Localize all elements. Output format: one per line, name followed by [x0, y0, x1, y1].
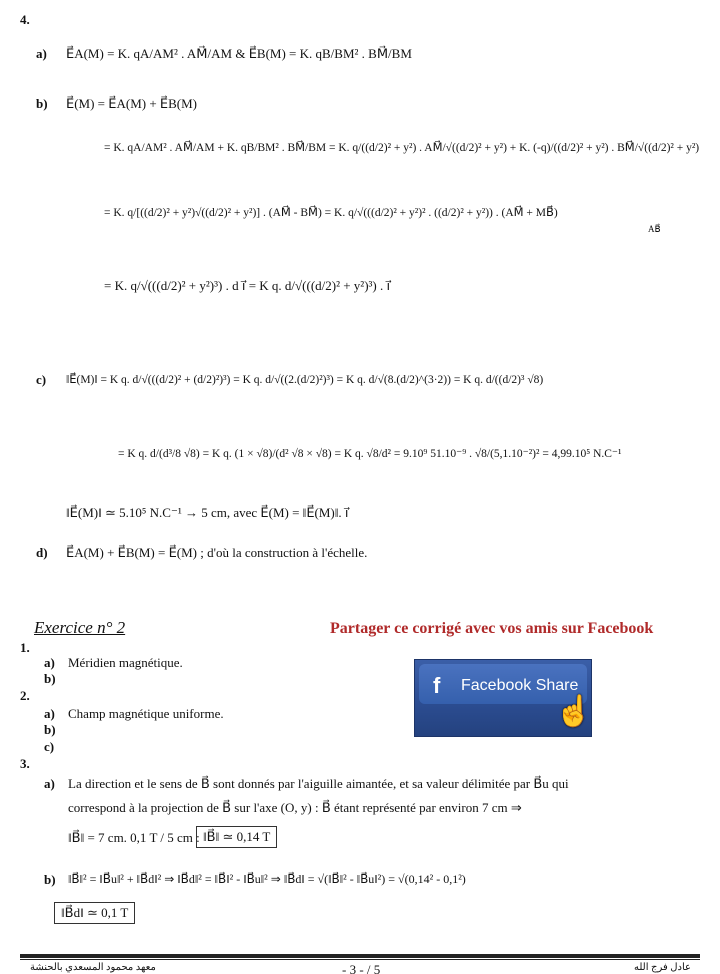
item-label: d) — [36, 545, 48, 560]
formula-b2: = K. qA/AM² . AM⃗/AM + K. qB/BM² . BM⃗/BM = K. q/((d/2)² + y²) . AM⃗/√((d/2)² + y²) + K. (-q)/((d/2)² + y²) . BM⃗/√((d/2)² + y²) — [104, 142, 700, 154]
footer-rule — [20, 954, 700, 958]
item-label: b) — [44, 722, 56, 737]
item-label: b) — [44, 671, 56, 686]
exercise-title: Exercice n° 2 — [34, 618, 126, 637]
answer-text: Champ magnétique uniforme. — [68, 706, 224, 721]
item-label: a) — [44, 655, 55, 670]
formula: ‖B⃗‖² = ‖B⃗u‖² + ‖B⃗d‖² ⇒ ‖B⃗d‖² = ‖B⃗‖² - ‖B⃗u‖² ⇒ ‖B⃗d‖ = √(‖B⃗‖² - ‖B⃗u‖²) = √(0,14² - 0,1²) — [68, 872, 466, 886]
item-label: a) — [36, 46, 47, 61]
item-label: a) — [44, 776, 55, 791]
hand-cursor-icon: ☝ — [555, 695, 593, 728]
result-box: ‖B⃗d‖ ≃ 0,1 T — [54, 902, 135, 924]
question-number: 2. — [20, 688, 30, 703]
facebook-icon: f — [433, 673, 441, 698]
formula-b4: = K. q/√(((d/2)² + y²)³) . d i⃗ = K q. d/√(((d/2)² + y²)³) . i⃗ — [104, 278, 391, 293]
formula-b1: E⃗(M) = E⃗A(M) + E⃗B(M) — [66, 96, 198, 111]
formula-b3-underbrace: AB⃗ — [648, 224, 661, 234]
answer-text: Méridien magnétique. — [68, 655, 183, 670]
item-label: b) — [36, 96, 48, 111]
item-label: b) — [44, 872, 56, 887]
facebook-share-button[interactable] — [414, 659, 592, 737]
facebook-share-label: Facebook Share — [461, 677, 579, 694]
formula-a: E⃗A(M) = K. qA/AM² . AM⃗/AM & E⃗B(M) = K. qB/BM² . BM⃗/BM — [66, 46, 412, 61]
item-label: c) — [44, 739, 55, 754]
question-number: 1. — [20, 640, 30, 655]
question-number: 4. — [20, 12, 30, 27]
item-label: a) — [44, 706, 55, 721]
item-label: c) — [36, 372, 47, 387]
formula-b3: = K. q/[((d/2)² + y²)√((d/2)² + y²)] . (AM⃗ - BM⃗) = K. q/√(((d/2)² + y²)² . ((d/2)² + y²)) . (AM⃗ + MB⃗) — [104, 207, 558, 219]
answer-text: La direction et le sens de B⃗ sont donnés par l'aiguille aimantée, et sa valeur délimitée par B⃗u qui — [68, 776, 569, 791]
formula: ‖B⃗‖ = 7 cm. 0,1 T / 5 cm : — [68, 830, 200, 845]
share-text: Partager ce corrigé avec vos amis sur Facebook — [330, 620, 654, 637]
formula-c2: = K q. d/(d³/8 √8) = K q. (1 × √8)/(d² √8 × √8) = K q. √8/d² = 9.10⁹ 51.10⁻⁹ . √8/(5,1.10⁻²)² = 4,99.10⁵ N.C⁻¹ — [118, 448, 622, 460]
footer-school: معهد محمود المسعدي بالحنشة — [30, 962, 156, 973]
formula-d: E⃗A(M) + E⃗B(M) = E⃗(M) ; d'où la construction à l'échelle. — [66, 545, 368, 560]
footer-rule-thin — [20, 959, 700, 960]
formula-c1: ‖E⃗(M)‖ = K q. d/√(((d/2)² + (d/2)²)³) = K q. d/√((2.(d/2)²)³) = K q. d/√(8.(d/2)^(3·2)) = K q. d/((d/2)³ √8) — [66, 374, 544, 386]
answer-text: correspond à la projection de B⃗ sur l'axe (O, y) : B⃗ étant représenté par environ 7 cm ⇒ — [68, 800, 522, 815]
question-number: 3. — [20, 756, 30, 771]
formula-c3: ‖E⃗(M)‖ ≃ 5.10⁵ N.C⁻¹ → 5 cm, avec E⃗(M) = ‖E⃗(M)‖. i⃗ — [66, 505, 349, 520]
page-number: - 3 - / 5 — [342, 962, 381, 974]
result-box: ‖B⃗‖ ≃ 0,14 T — [196, 826, 277, 848]
footer-author: عادل فرج الله — [634, 962, 691, 973]
